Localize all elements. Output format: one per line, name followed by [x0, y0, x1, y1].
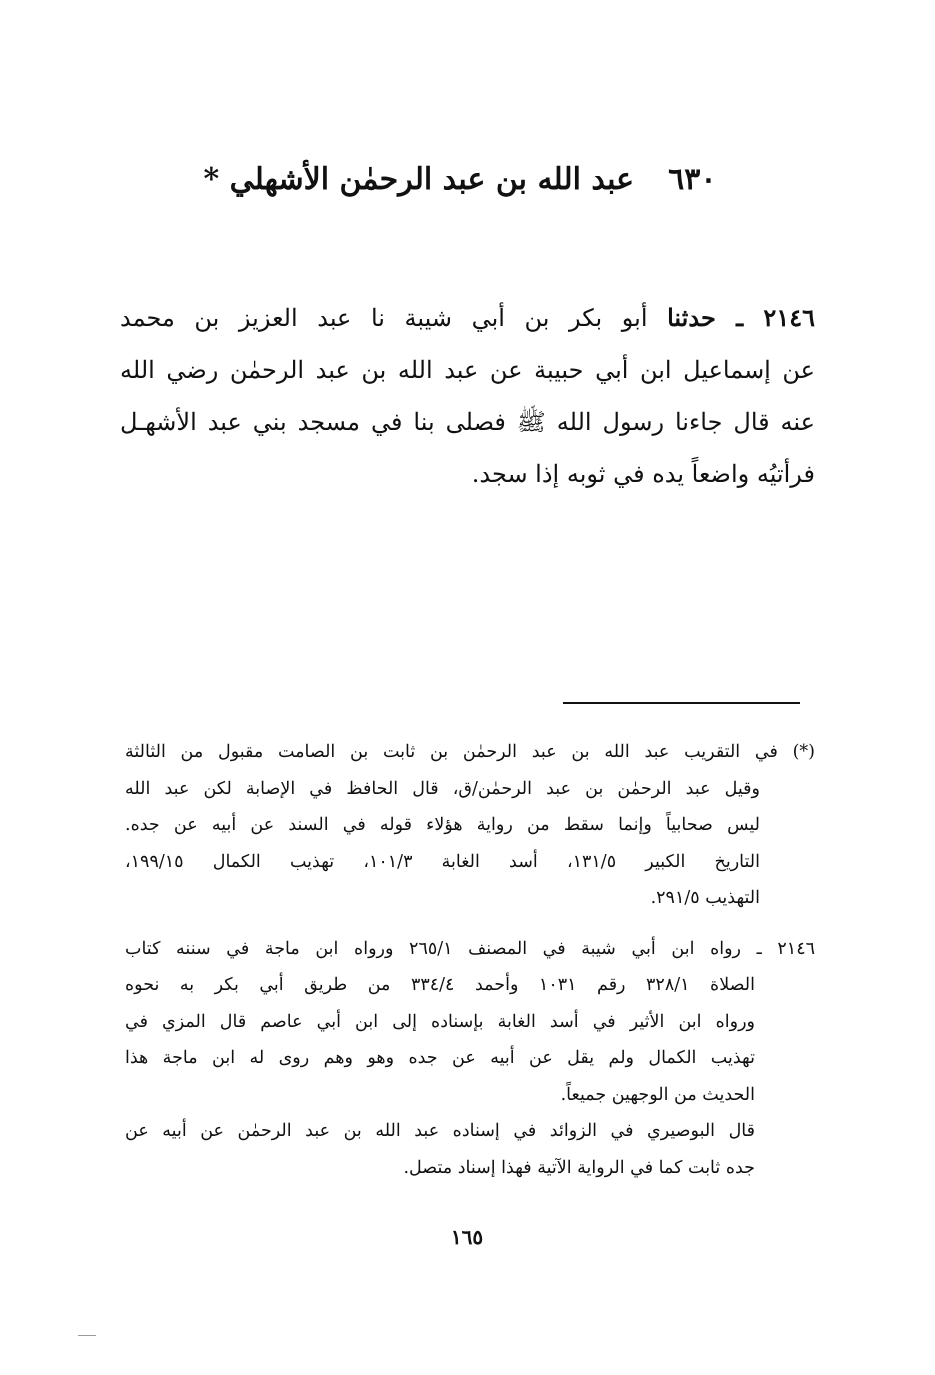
page-number: ١٦٥: [450, 1225, 484, 1249]
chapter-number: ٦٣٠: [668, 162, 717, 197]
footnote-biography: [125, 734, 815, 917]
chapter-heading: [160, 150, 760, 210]
scan-mark: [78, 1335, 96, 1336]
footnote-line: ورواه ابن الأثير في أسد الغابة بإسناده إلى ابن أبي عاصم قال المزي في: [125, 1011, 755, 1032]
footnote-line: ليس صحابياً وإنما سقط من رواية هؤلاء قوله في السند عن أبيه عن جده.: [125, 815, 760, 835]
chapter-title: عبد الله بن عبد الرحمٰن الأشهلي *: [203, 162, 635, 197]
footnote-line: التهذيب ٢٩١/٥.: [650, 888, 760, 908]
footnote-line: الحديث من الوجهين جميعاً.: [560, 1084, 755, 1105]
hadith-line: ٢١٤٦ ـ حدثنا أبو بكر بن أبي شيبة نا عبد العزيز بن محمد: [120, 303, 815, 332]
footnote-line: جده ثابت كما في الرواية الآتية فهذا إسناد متصل.: [403, 1157, 755, 1178]
hadith-line: عنه قال جاءنا رسول الله ﷺ فصلى بنا في مسجد بني عبد الأشهـل: [120, 408, 815, 436]
hadith-line: عن إسماعيل ابن أبي حبيبة عن عبد الله بن عبد الرحمٰن رضي الله: [120, 356, 815, 384]
footnote-separator: [563, 702, 800, 704]
footnotes: [125, 734, 815, 1186]
footnote-line: ٢١٤٦ ـ رواه ابن أبي شيبة في المصنف ٢٦٥/١ ورواه ابن ماجة في سننه كتاب: [125, 938, 815, 959]
footnote-takhrij: [125, 931, 815, 1187]
footnote-line: تهذيب الكمال ولم يقل عن أبيه عن جده وهو وهم روى له ابن ماجة هذا: [125, 1048, 755, 1068]
hadith-text: [120, 292, 815, 500]
hadith-lead: ٢١٤٦ ـ حدثنا: [667, 303, 815, 332]
hadith-line: فرأتيُه واضعاً يده في ثوبه إذا سجد.: [471, 460, 815, 488]
footnote-line: قال البوصيري في الزوائد في إسناده عبد الله بن عبد الرحمٰن عن أبيه عن: [125, 1121, 755, 1141]
footnote-line: الصلاة ٣٢٨/١ رقم ١٠٣١ وأحمد ٣٣٤/٤ من طريق أبي بكر به نحوه: [125, 975, 756, 995]
footnote-line: وقيل عبد الرحمٰن بن عبد الرحمٰن/ق، قال الحافظ في الإصابة لكن عبد الله: [125, 778, 760, 799]
footnote-line: (*) في التقريب عبد الله بن عبد الرحمٰن بن ثابت بن الصامت مقبول من الثالثة: [125, 742, 815, 762]
footnote-line: التاريخ الكبير ١٣١/٥، أسد الغابة ١٠١/٣، تهذيب الكمال ١٩٩/١٥،: [125, 851, 760, 872]
